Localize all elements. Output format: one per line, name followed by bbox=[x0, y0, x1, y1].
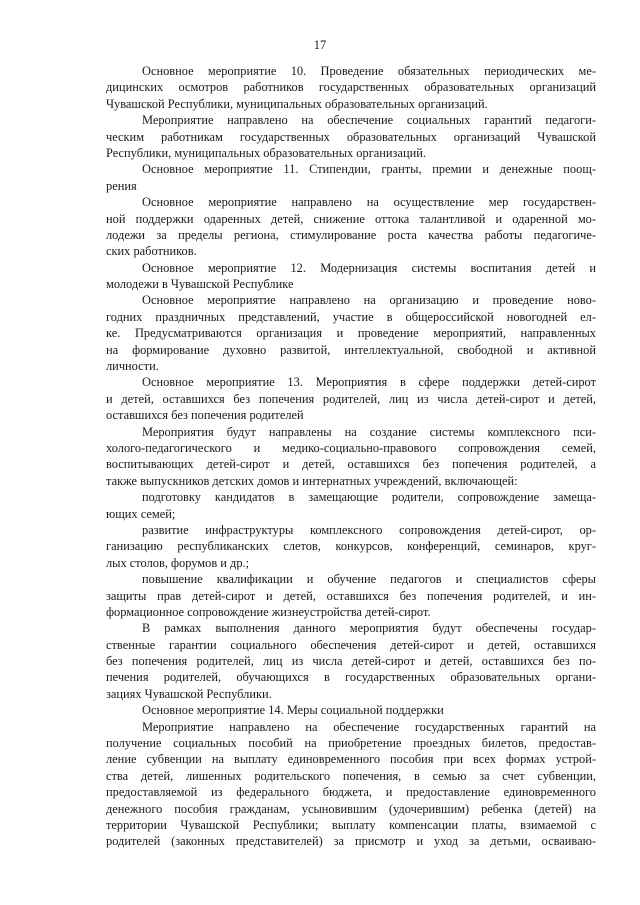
text-line: развитие инфраструктуры комплексного сопровождения детей-сирот, ор- bbox=[142, 522, 596, 537]
text-line: печения родителей, обучающихся в государственных образовательных органи- bbox=[106, 670, 596, 685]
text-line: Мероприятие направлено на обеспечение государственных гарантий на bbox=[142, 719, 596, 734]
text-line: воспитывающих детей-сирот и детей, оставшихся без попечения родителей, а bbox=[106, 457, 596, 472]
text-line: ганизацию республиканских слетов, конкурсов, конференций, семинаров, круг- bbox=[106, 539, 596, 554]
text-line: ной поддержки одаренных детей, снижение оттока талантливой и одаренной мо- bbox=[106, 211, 596, 226]
text-line: ющих семей; bbox=[106, 506, 176, 521]
text-line: лодежи за пределы региона, стимулирование роста качества работы педагогиче- bbox=[106, 227, 596, 242]
text-line: формационное сопровождение жизнеустройства детей-сирот. bbox=[106, 604, 431, 619]
text-line: денежного пособия гражданам, усыновившим (удочерившим) ребенка (детей) на bbox=[106, 801, 596, 816]
text-line: Чувашской Республики, муниципальных образовательных организаций. bbox=[106, 96, 488, 111]
text-line: территории Чувашской Республики; выплату компенсации платы, взимаемой с bbox=[106, 817, 596, 832]
text-line: дицинских осмотров работников государственных образовательных организаций bbox=[106, 80, 596, 95]
text-line: Основное мероприятие 11. Стипендии, гранты, премии и денежные поощ- bbox=[142, 162, 596, 177]
text-line: Основное мероприятие 14. Меры социальной поддержки bbox=[142, 703, 444, 718]
page-number: 17 bbox=[313, 38, 327, 52]
text-line: на формирование духовно развитой, интеллектуальной, свободной и активной bbox=[106, 342, 596, 357]
text-line: годних праздничных представлений, участие в общероссийской новогодней ел- bbox=[106, 309, 596, 324]
text-line: Основное мероприятие направлено на осуществление мер государствен- bbox=[142, 195, 596, 210]
text-line: В рамках выполнения данного мероприятия будут обеспечены государ- bbox=[142, 621, 596, 636]
text-line: Мероприятие направлено на обеспечение социальных гарантий педагоги- bbox=[142, 113, 596, 128]
text-line: и детей, оставшихся без попечения родителей, лиц из числа детей-сирот и детей, bbox=[106, 391, 596, 406]
text-line: личности. bbox=[106, 359, 159, 374]
text-line: ческим работникам государственных образовательных организаций Чувашской bbox=[106, 129, 596, 144]
text-line: ства детей, лишенных родительского попечения, в семью за счет субвенции, bbox=[106, 768, 596, 783]
document-body bbox=[106, 63, 596, 850]
text-line: получение социальных пособий на приобретение проездных билетов, предостав- bbox=[106, 736, 596, 751]
text-line: также выпускников детских домов и интернатных учреждений, включающей: bbox=[106, 473, 518, 488]
text-line: Основное мероприятие направлено на организацию и проведение ново- bbox=[142, 293, 596, 308]
text-line: предоставляемой из федерального бюджета, и предоставление единовременного bbox=[106, 785, 596, 800]
text-line: Основное мероприятие 13. Мероприятия в сфере поддержки детей-сирот bbox=[142, 375, 596, 390]
text-line: Мероприятия будут направлены на создание системы комплексного пси- bbox=[142, 424, 596, 439]
text-line: ке. Предусматриваются организация и проведение мероприятий, направленных bbox=[106, 326, 596, 341]
text-line: подготовку кандидатов в замещающие родители, сопровождение замеща- bbox=[142, 490, 596, 505]
text-line: родителей (законных представителей) за присмотр и уход за детьми, осваиваю- bbox=[106, 834, 596, 849]
text-line: Основное мероприятие 12. Модернизация системы воспитания детей и bbox=[142, 260, 596, 275]
text-line: защиты прав детей-сирот и детей, оставшихся без попечения родителей, и ин- bbox=[106, 588, 596, 603]
text-line: холого-педагогического и медико-социально-правового сопровождения семей, bbox=[106, 440, 596, 455]
text-line: Основное мероприятие 10. Проведение обязательных периодических ме- bbox=[142, 64, 596, 78]
text-line: ских работников. bbox=[106, 244, 197, 259]
text-line: без попечения родителей, лиц из числа детей-сирот и детей, оставшихся без по- bbox=[106, 654, 596, 669]
text-line: зациях Чувашской Республики. bbox=[106, 686, 272, 701]
text-line: оставшихся без попечения родителей bbox=[106, 408, 304, 423]
text-line: лых столов, форумов и др.; bbox=[106, 555, 250, 570]
text-line: ственные гарантии социального обеспечения детей-сирот и детей, оставшихся bbox=[106, 637, 596, 652]
text-line: молодежи в Чувашской Республике bbox=[106, 277, 294, 292]
text-line: ление субвенции на выплату единовременного пособия при всех формах устрой- bbox=[106, 752, 596, 767]
text-line: рения bbox=[106, 178, 137, 193]
text-line: повышение квалификации и обучение педагогов и специалистов сферы bbox=[142, 572, 596, 587]
text-line: Республики, муниципальных образовательных организаций. bbox=[106, 145, 426, 160]
